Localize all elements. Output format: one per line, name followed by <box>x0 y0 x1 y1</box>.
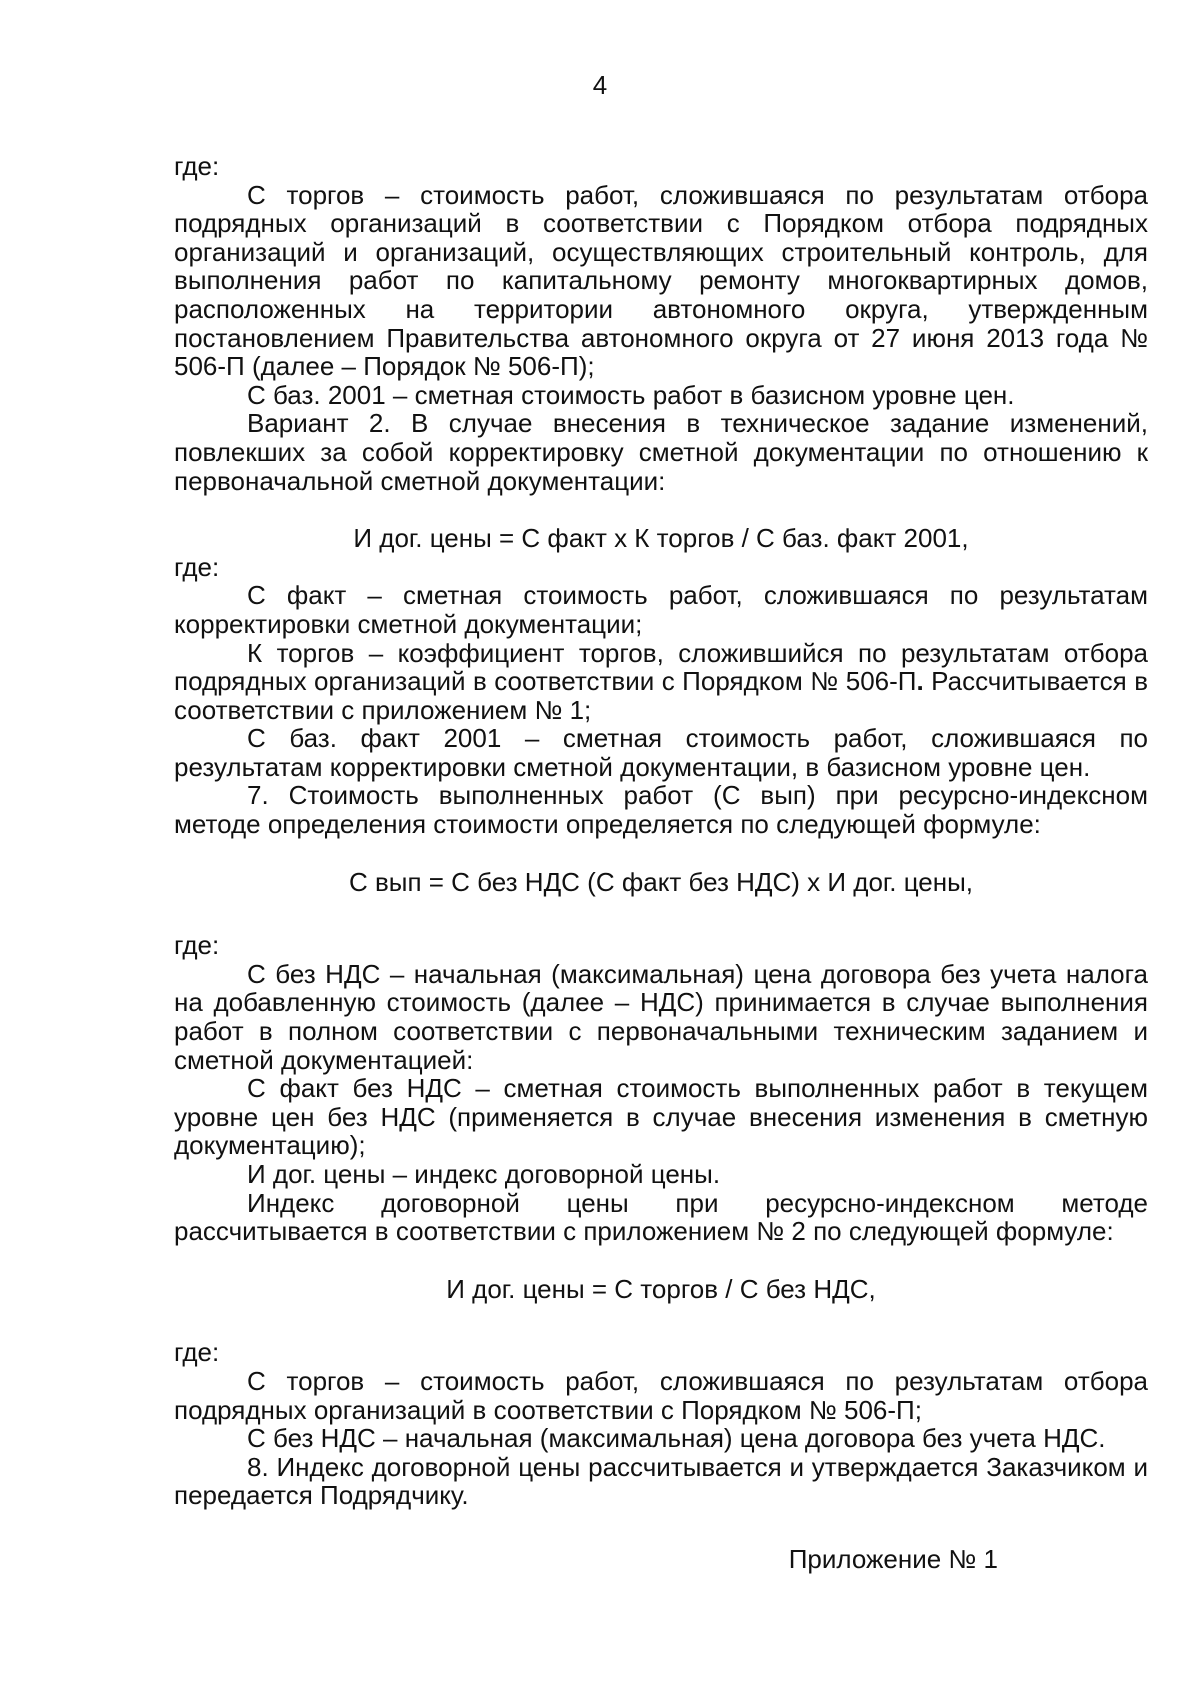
definition-c-torgov-2: С торгов – стоимость работ, сложившаяся по результатам отбора подрядных организаций в соответствии с Порядком № 506-П; <box>174 1365 1148 1425</box>
item-7-paragraph: 7. Стоимость выполненных работ (С вып) при ресурсно-индексном методе определения стоимости определяется по следующей формуле: <box>174 780 1148 840</box>
variant-2-paragraph: Вариант 2. В случае внесения в техническое задание изменений, повлекших за собой корректировку сметной документации по отношению к первоначальной сметной документации: <box>174 408 1148 496</box>
definition-c-baz-2001: С баз. 2001 – сметная стоимость работ в базисном уровне цен. <box>247 379 1015 410</box>
definition-c-bez-nds-2: С без НДС – начальная (максимальная) цена договора без учета НДС. <box>247 1423 1106 1454</box>
definition-k-torgov-tail: Рассчитывается в соответствии с приложением № 1; <box>174 666 1149 725</box>
definition-k-torgov <box>174 639 1148 725</box>
appendix-label: Приложение № 1 <box>788 1543 998 1574</box>
spacer <box>174 896 1148 931</box>
where-label: где: <box>174 1337 220 1368</box>
where-label: где: <box>174 930 220 961</box>
definition-i-dog-ceny: И дог. цены – индекс договорной цены. <box>247 1159 721 1189</box>
spacer <box>174 839 1148 868</box>
definition-c-baz-fakt-2001: С баз. факт 2001 – сметная стоимость работ, сложившаяся по результатам корректировки сметной документации, в базисном уровне цен. <box>174 723 1148 782</box>
document-body <box>174 152 1148 1574</box>
where-label: где: <box>174 551 220 582</box>
definition-c-bez-nds: С без НДС – начальная (максимальная) цена договора без учета налога на добавленную стоимость (далее – НДС) принимается в случае выполнения работ в полном соответствии с первоначальными техническим заданием и сметной документацией: <box>174 958 1148 1075</box>
spacer <box>174 1510 1148 1545</box>
item-8-paragraph: 8. Индекс договорной цены рассчитывается и утверждается Заказчиком и передается Подрядчику. <box>174 1451 1148 1511</box>
spacer <box>174 495 1148 524</box>
definition-c-torgov: С торгов – стоимость работ, сложившаяся по результатам отбора подрядных организаций в соответствии с Порядком отбора подрядных организаций и организаций, осуществляющих строительный контроль, для выполнения работ по капитальному ремонту многоквартирных домов, расположенных на территории автономного округа, утвержденным постановлением Правительства автономного округа от 27 июня 2013 года № 506-П (далее – Порядок № 506-П); <box>174 179 1148 382</box>
where-label: где: <box>174 151 220 181</box>
formula-index-price-resource: И дог. цены = С торгов / С без НДС, <box>446 1273 876 1304</box>
page-number: 4 <box>592 70 608 100</box>
definition-c-fakt-bez-nds: С факт без НДС – сметная стоимость выполненных работ в текущем уровне цен без НДС (применяется в случае внесения изменения в сметную документацию); <box>174 1073 1148 1161</box>
formula-index-price-variant-2: И дог. цены = С факт х К торгов / С баз. факт 2001, <box>353 523 969 554</box>
definition-k-torgov-main: К торгов – коэффициент торгов, сложившийся по результатам отбора подрядных организаций в соответствии с Порядком № 506-П <box>174 637 1148 697</box>
index-calculation-paragraph: Индекс договорной цены при ресурсно-индексном методе рассчитывается в соответствии с приложением № 2 по следующей формуле: <box>174 1187 1148 1247</box>
definition-k-torgov-period: . <box>916 666 924 697</box>
formula-c-vyp: С вып = С без НДС (С факт без НДС) х И дог. цены, <box>348 866 974 897</box>
spacer <box>174 1303 1148 1338</box>
definition-c-fakt: С факт – сметная стоимость работ, сложившаяся по результатам корректировки сметной документации; <box>174 580 1148 639</box>
spacer <box>174 1246 1148 1275</box>
